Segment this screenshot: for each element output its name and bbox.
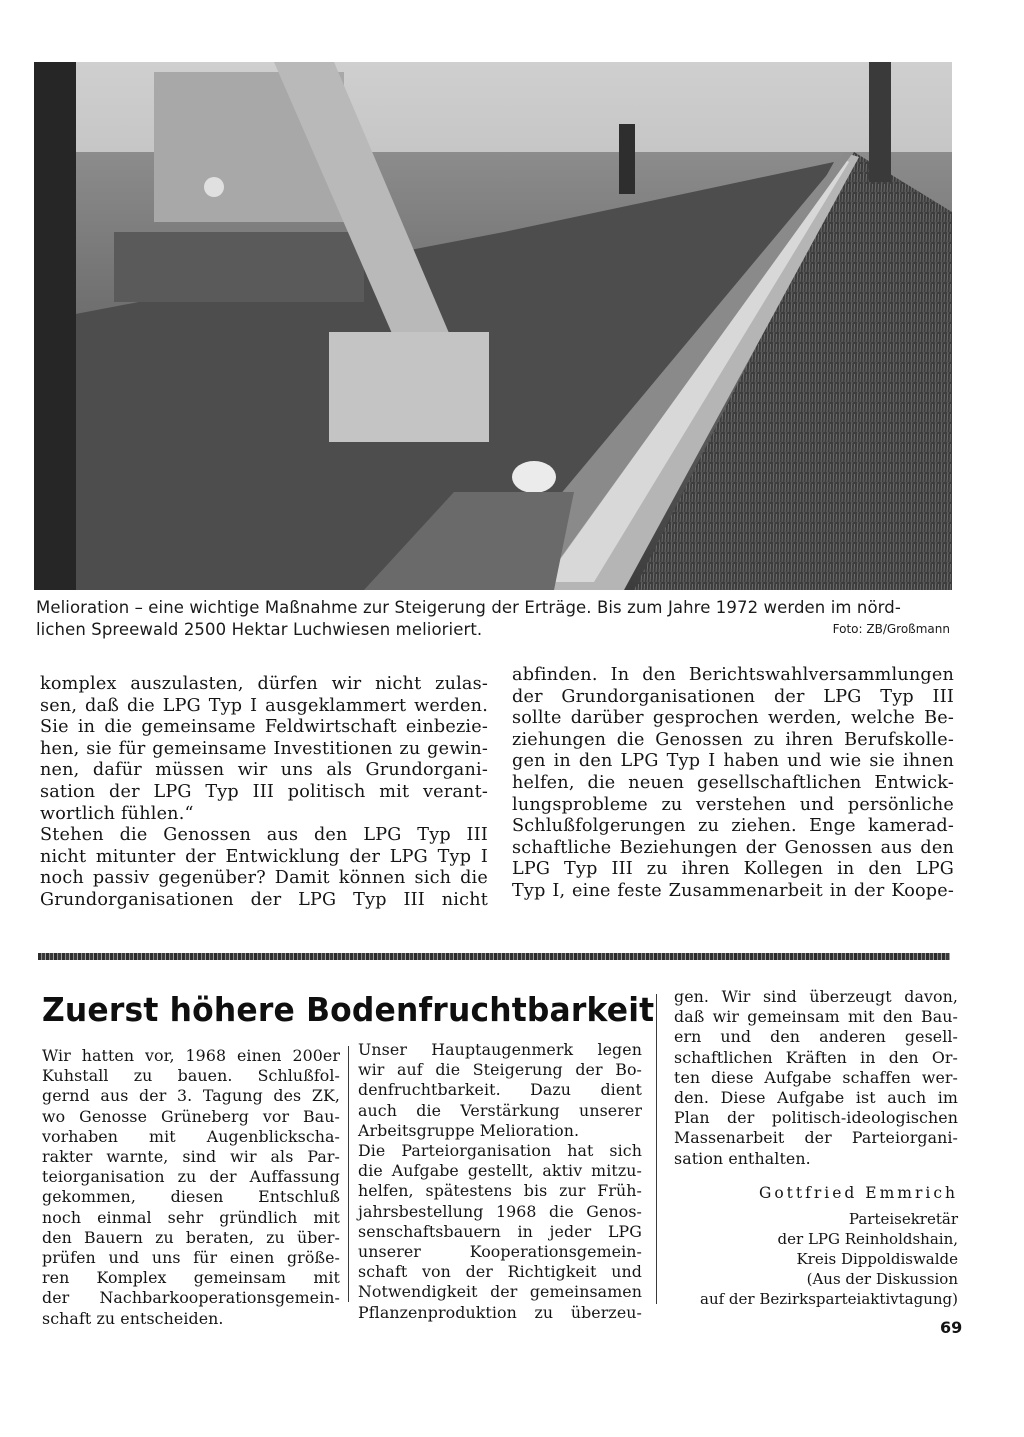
text-line: Unser Hauptaugenmerk legen [358,1040,642,1059]
text-line: Arbeitsgruppe Melioration. [358,1120,580,1140]
author-role: Parteisekretär [848,1210,958,1228]
text-line: unserer Kooperationsgemein- [358,1242,642,1262]
text-line: teiorganisation zu der Auffassung [42,1167,340,1187]
text-line: vorhaben mit Augenblickscha- [42,1126,340,1146]
text-line: ern und den anderen gesell- [674,1027,958,1047]
text-line: rakter warnte, sind wir als Par- [42,1147,340,1167]
photo-caption-line-1: Melioration – eine wichtige Maßnahme zur Steigerung der Erträge. Bis zum Jahre 1972 werden im nörd- [36,598,901,617]
text-line: ren Komplex gemeinsam mit [42,1268,340,1288]
text-line: abfinden. In den Berichtswahlversammlungen [512,665,954,685]
source-note: (Aus der Diskussion [806,1270,958,1288]
text-line: komplex auszulasten, dürfen wir nicht zulas- [40,674,488,694]
text-line: daß wir gemeinsam mit den Bau- [674,1007,958,1027]
article-column-1 [42,1046,340,1329]
article-headline: Zuerst höhere Bodenfruchtbarkeit [42,990,655,1029]
text-line: senschaftsbauern in jeder LPG [358,1221,642,1241]
text-line: lungsprobleme zu verstehen und persönliche [512,794,954,815]
text-line: denfruchtbarkeit. Dazu dient [358,1080,642,1100]
text-line: der Nachbarkooperationsgemein- [42,1288,340,1308]
text-line: sation der LPG Typ III politisch mit verant- [40,781,488,802]
text-line: gen. Wir sind überzeugt davon, [674,987,958,1006]
text-line: den. Diese Aufgabe ist auch im [674,1088,958,1108]
author-organization: der LPG Reinholdshain, [777,1230,958,1248]
text-line: Plan der politisch-ideologischen [674,1108,958,1128]
column-rule [348,1046,349,1302]
text-line: sation enthalten. [674,1148,811,1168]
author-district: Kreis Dippoldiswalde [796,1250,958,1268]
text-line: den Bauern zu beraten, zu über- [42,1227,340,1247]
text-line: nicht mitunter der Entwicklung der LPG Typ I [40,846,488,867]
text-line: wo Genosse Grüneberg vor Bau- [42,1106,340,1126]
text-line: schaft von der Richtigkeit und [358,1262,642,1282]
text-line: der Grundorganisationen der LPG Typ III [512,686,954,707]
text-line: ten diese Aufgabe schaffen wer- [674,1067,958,1087]
text-line: sollte darüber gesprochen werden, welche Be- [512,708,954,729]
article-column-2 [358,1040,642,1323]
text-line: Schlußfolgerungen zu ziehen. Enge kamerad- [512,816,954,837]
source-note-cont: auf der Bezirksparteiaktivtagung) [700,1290,958,1308]
photo-credit: Foto: ZB/Großmann [832,622,950,636]
upper-column-left [40,674,488,912]
text-line: Die Parteiorganisation hat sich [358,1141,642,1161]
text-line: wortlich fühlen.“ [40,803,194,824]
text-line: gekommen, diesen Entschluß [42,1187,340,1207]
text-line: Wir hatten vor, 1968 einen 200er [42,1046,340,1065]
text-line: noch einmal sehr gründlich mit [42,1207,340,1227]
text-line: schaft zu entscheiden. [42,1308,224,1328]
text-line: gen in den LPG Typ I haben und wie sie ihnen [512,751,954,772]
text-line: hen, sie für gemeinsame Investitionen zu gewin- [40,738,488,759]
text-line: LPG Typ III zu ihren Kollegen in den LPG [512,859,954,880]
text-line: jahrsbestellung 1968 die Genos- [358,1201,642,1221]
photo-caption-line-2: lichen Spreewald 2500 Hektar Luchwiesen melioriert. [36,620,483,639]
text-line: Stehen die Genossen aus den LPG Typ III [40,825,488,846]
text-line: Kuhstall zu bauen. Schlußfol- [42,1066,340,1086]
article-column-3 [674,987,958,1169]
text-line: Massenarbeit der Parteiorgani- [674,1128,958,1148]
text-line: wir auf die Steigerung der Bo- [358,1060,642,1080]
text-line: schaftliche Beziehungen der Genossen aus den [512,837,954,858]
text-line: Sie in die gemeinsame Feldwirtschaft einbezie- [40,717,488,738]
text-line: prüfen und uns für einen größe- [42,1248,340,1268]
text-line: schaftlichen Kräften in den Or- [674,1047,958,1067]
text-line: nen, dafür müssen wir uns als Grundorgani- [40,760,488,781]
page-number: 69 [940,1318,963,1337]
text-line: Notwendigkeit der gemeinsamen [358,1282,642,1302]
text-line: Typ I, eine feste Zusammenarbeit in der Koope- [512,880,954,901]
text-line: Grundorganisationen der LPG Typ III nicht [40,889,488,910]
column-rule [656,994,657,1304]
section-divider [38,953,950,960]
text-line: helfen, spätestens bis zur Früh- [358,1181,642,1201]
author-name: Gottfried Emmrich [758,1184,958,1202]
text-line: auch die Verstärkung unserer [358,1100,642,1120]
upper-column-right [512,665,954,903]
text-line: ziehungen die Genossen zu ihren Berufskolle- [512,729,954,750]
text-line: die Aufgabe gestellt, aktiv mitzu- [358,1161,642,1181]
text-line: sen, daß die LPG Typ I ausgeklammert werden. [40,695,488,716]
article-photo [34,62,952,590]
text-line: noch passiv gegenüber? Damit können sich die [40,868,488,889]
text-line: helfen, die neuen gesellschaftlichen Entwick- [512,772,954,793]
text-line: Pflanzenproduktion zu überzeu- [358,1302,642,1322]
text-line: gernd aus der 3. Tagung des ZK, [42,1086,340,1106]
